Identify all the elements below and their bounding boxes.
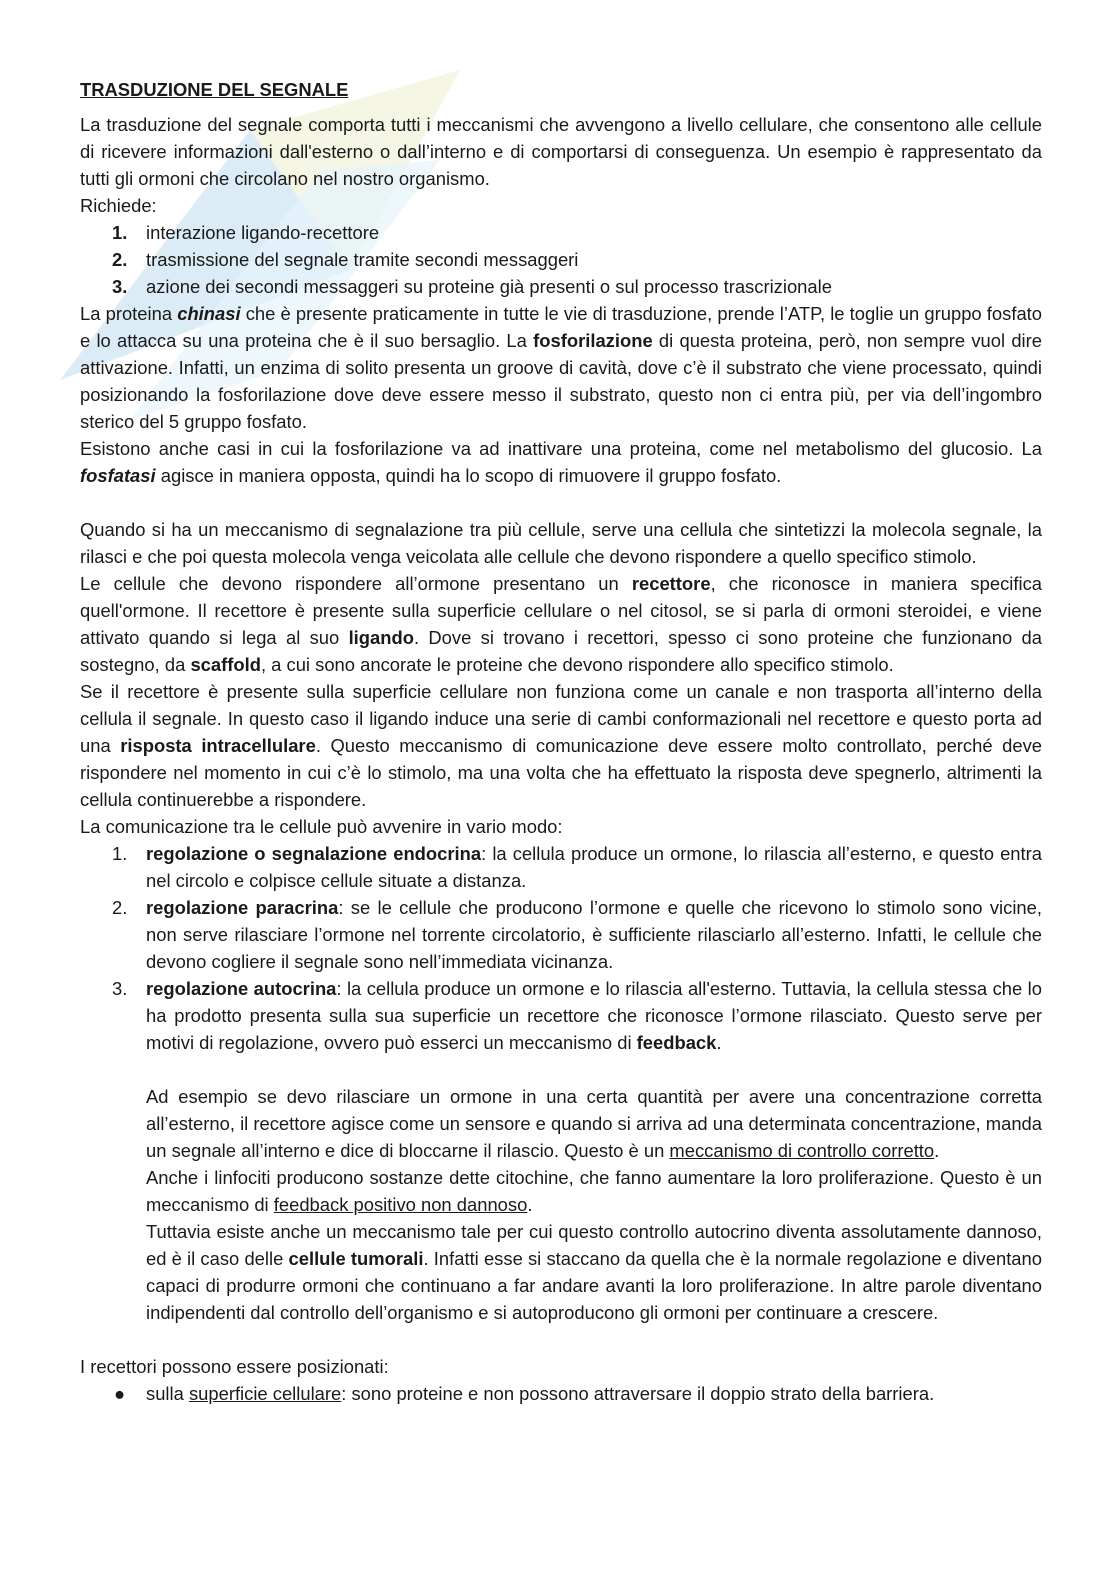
requires-label: Richiede:	[80, 195, 157, 216]
bullet-icon: ●	[114, 1383, 126, 1404]
superficie-paragraph: Se il recettore è presente sulla superficie cellulare non funziona come un canale e non trasporta all’interno della cellula il segnale. In questo caso il ligando induce una serie di cambi conformazionali nel recettore e questo porta ad una risposta intracellulare. Questo meccanismo di comunicazione deve essere molto controllato, perché deve rispondere nel momento in cui c’è lo stimolo, ma una volta che ha effettuato la risposta deve spegnerlo, altrimenti la cellula continuerebbe a rispondere.	[80, 681, 1043, 810]
term-ligando: ligando	[348, 627, 414, 648]
communication-modes-list	[80, 840, 1042, 1056]
term-paracrina: regolazione paracrina	[146, 897, 339, 918]
list-item: 3. azione dei secondi messaggeri su proteine già presenti o sul processo trascrizionale	[80, 273, 1042, 300]
intro-paragraph: La trasduzione del segnale comporta tutti i meccanismi che avvengono a livello cellulare, che consentono alle cellule di ricevere informazioni dall'esterno o dall’interno e di comportarsi di conseguenza. Un esempio è rappresentato da tutti gli ormoni che circolano nel nostro organismo.	[80, 114, 1042, 189]
underlined-feedback-positivo: feedback positivo non dannoso	[273, 1194, 528, 1215]
list-item: 2. trasmissione del segnale tramite secondi messaggeri	[80, 246, 1042, 273]
list-number: 2.	[112, 897, 128, 918]
receptor-positions-list	[80, 1380, 1042, 1407]
term-recettore: recettore	[631, 573, 711, 594]
chinasi-paragraph: La proteina chinasi che è presente praticamente in tutte le vie di trasduzione, prende l’ATP, le toglie un gruppo fosfato e lo attacca su una proteina che è il suo bersaglio. La fosforilazione di questa proteina, però, non sempre vuol dire attivazione. Infatti, un enzima di solito presenta un groove di cavità, dove c’è il substrato che viene processato, quindi posizionando la fosforilazione dove deve essere messo il substrato, questo non ci entra più, per via dell’ingombro sterico del 5 gruppo fosfato.	[80, 303, 1043, 432]
document-page	[80, 76, 1042, 1407]
list-number: 1.	[112, 222, 128, 243]
term-fosforilazione: fosforilazione	[533, 330, 653, 351]
spacer	[80, 489, 1042, 516]
term-cellule-tumorali: cellule tumorali	[288, 1248, 424, 1269]
list-item: 3. regolazione autocrina: la cellula produce un ormone e lo rilascia all'esterno. Tuttavia, la cellula stessa che lo ha prodotto presenta sulla sua superficie un recettore che riconosce l’ormone rilasciato. Questo serve per motivi di regolazione, ovvero può esserci un meccanismo di feedback.	[80, 975, 1042, 1056]
spacer	[80, 1326, 1042, 1353]
page-title: TRASDUZIONE DEL SEGNALE	[80, 79, 349, 100]
fosfatasi-paragraph: Esistono anche casi in cui la fosforilazione va ad inattivare una proteina, come nel metabolismo del glucosio. La fosfatasi agisce in maniera opposta, quindi ha lo scopo di rimuovere il gruppo fosfato.	[80, 438, 1042, 486]
list-item: 2. regolazione paracrina: se le cellule che producono l’ormone e quelle che ricevono lo stimolo sono vicine, non serve rilasciare l’ormone nel torrente circolatorio, è sufficiente rilasciarlo all’esterno. Infatti, le cellule che devono cogliere il segnale sono nell’immediata vicinanza.	[80, 894, 1042, 975]
list-item: 1. regolazione o segnalazione endocrina: la cellula produce un ormone, lo rilascia all’esterno, e questo entra nel circolo e colpisce cellule situate a distanza.	[80, 840, 1042, 894]
communication-label: La comunicazione tra le cellule può avvenire in vario modo:	[80, 816, 563, 837]
requirements-list	[80, 219, 1042, 300]
term-scaffold: scaffold	[190, 654, 261, 675]
list-number: 3.	[112, 978, 128, 999]
term-risposta-intracellulare: risposta intracellulare	[120, 735, 316, 756]
term-autocrina: regolazione autocrina	[146, 978, 337, 999]
linfociti-paragraph: Anche i linfociti producono sostanze dette citochine, che fanno aumentare la loro proliferazione. Questo è un meccanismo di feedback positivo non dannoso.	[146, 1167, 1042, 1215]
segnalazione-paragraph: Quando si ha un meccanismo di segnalazione tra più cellule, serve una cellula che sintetizzi la molecola segnale, la rilasci e che poi questa molecola venga veicolata alle cellule che devono rispondere a quello specifico stimolo.	[80, 519, 1042, 567]
underlined-superficie-cellulare: superficie cellulare	[188, 1383, 342, 1404]
term-fosfatasi: fosfatasi	[80, 465, 156, 486]
term-chinasi: chinasi	[177, 303, 241, 324]
term-feedback: feedback	[636, 1032, 717, 1053]
list-number: 2.	[112, 249, 128, 270]
list-item: ● sulla superficie cellulare: sono proteine e non possono attraversare il doppio strato della barriera.	[80, 1380, 1042, 1407]
list-item: 1. interazione ligando-recettore	[80, 219, 1042, 246]
list-number: 1.	[112, 843, 128, 864]
recettore-paragraph: Le cellule che devono rispondere all’ormone presentano un recettore, che riconosce in maniera specifica quell'ormone. Il recettore è presente sulla superficie cellulare o nel citosol, se si parla di ormoni steroidei, e viene attivato quando si lega al suo ligando. Dove si trovano i recettori, spesso ci sono proteine che funzionano da sostegno, da scaffold, a cui sono ancorate le proteine che devono rispondere allo specifico stimolo.	[80, 573, 1042, 675]
term-endocrina: regolazione o segnalazione endocrina	[146, 843, 482, 864]
tumorali-paragraph: Tuttavia esiste anche un meccanismo tale per cui questo controllo autocrino diventa assolutamente dannoso, ed è il caso delle cellule tumorali. Infatti esse si staccano da quella che è la normale regolazione e diventano capaci di produrre ormoni che continuano a far andare avanti la loro proliferazione. In altre parole diventano indipendenti dal controllo dell’organismo e si autoproducono gli ormoni per continuare a crescere.	[146, 1221, 1042, 1323]
receptors-label: I recettori possono essere posizionati:	[80, 1356, 389, 1377]
underlined-controllo-corretto: meccanismo di controllo corretto	[669, 1140, 935, 1161]
spacer	[80, 1056, 1042, 1083]
esempio-paragraph: Ad esempio se devo rilasciare un ormone in una certa quantità per avere una concentrazione corretta all’esterno, il recettore agisce come un sensore e quando si arriva ad una determinata concentrazione, manda un segnale all’interno e dice di bloccarne il rilascio. Questo è un meccanismo di controllo corretto.	[146, 1086, 1042, 1161]
list-number: 3.	[112, 276, 128, 297]
